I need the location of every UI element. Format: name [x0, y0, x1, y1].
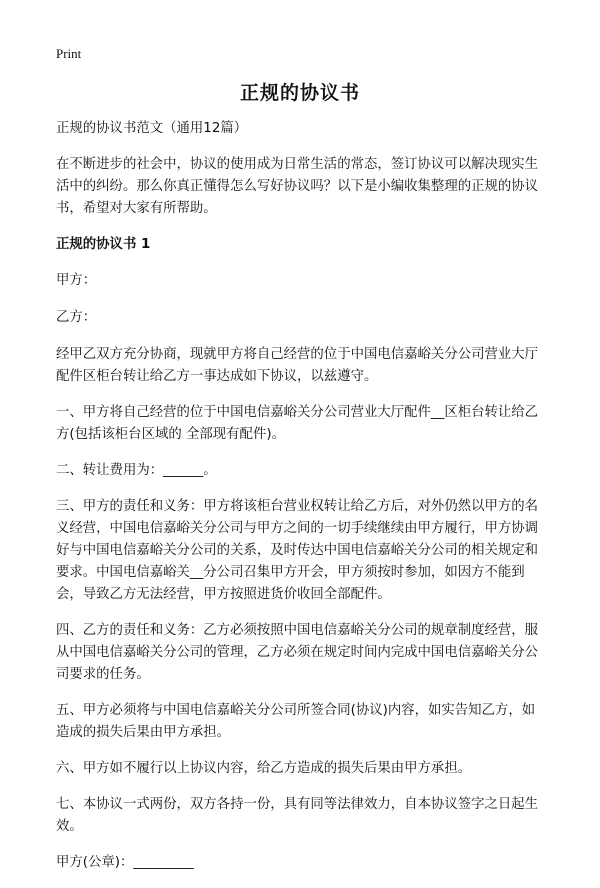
paragraph-2: 一、甲方将自己经营的位于中国电信嘉峪关分公司营业大厅配件__区柜台转让给乙方(包括该柜台区域的 全部现有配件)。	[56, 405, 539, 442]
paragraph-8: 七、本协议一式两份，双方各持一份，具有同等法律效力，自本协议签字之日起生效。	[56, 797, 539, 834]
party-b-line: 乙方：	[56, 310, 97, 325]
intro-paragraph: 在不断进步的社会中，协议的使用成为日常生活的常态，签订协议可以解决现实生活中的纠纷。那么你真正懂得怎么写好协议吗？以下是小编收集整理的正规的协议书，希望对大家有所帮助。	[56, 157, 539, 216]
section-heading: 正规的协议书 1	[56, 237, 151, 252]
paragraph-7: 六、甲方如不履行以上协议内容，给乙方造成的损失后果由甲方承担。	[56, 761, 472, 776]
signature-party-a: 甲方(公章)：_________	[56, 855, 194, 870]
paragraph-5: 四、乙方的责任和义务：乙方必须按照中国电信嘉峪关分公司的规章制度经营，服从中国电信嘉峪关分公司的管理，乙方必须在规定时间内完成中国电信嘉峪关分公司要求的任务。	[56, 623, 539, 682]
subtitle: 正规的协议书范文（通用12篇）	[56, 121, 248, 136]
print-link[interactable]: Print	[56, 46, 82, 61]
paragraph-3: 二、转让费用为：______。	[56, 463, 217, 478]
paragraph-6: 五、甲方必须将与中国电信嘉峪关分公司所签合同(协议)内容，如实告知乙方，如造成的损失后果由甲方承担。	[56, 703, 536, 740]
party-a-line: 甲方：	[56, 273, 97, 288]
document-body	[56, 118, 548, 888]
page-title: 正规的协议书	[239, 82, 360, 104]
paragraph-1: 经甲乙双方充分协商，现就甲方将自己经营的位于中国电信嘉峪关分公司营业大厅配件区柜台转让给乙方一事达成如下协议，以兹遵守。	[56, 347, 539, 384]
paragraph-4: 三、甲方的责任和义务：甲方将该柜台营业权转让给乙方后，对外仍然以甲方的名义经营，中国电信嘉峪关分公司与甲方之间的一切手续继续由甲方履行，甲方协调好与中国电信嘉峪关分公司的关系，及时传达中国电信嘉峪关分公司的相关规定和要求。中国电信嘉峪关__分公司召集甲方开会，甲方须按时参加，如因方不能到会，导致乙方无法经营，甲方按照进货价收回全部配件。	[56, 499, 539, 602]
